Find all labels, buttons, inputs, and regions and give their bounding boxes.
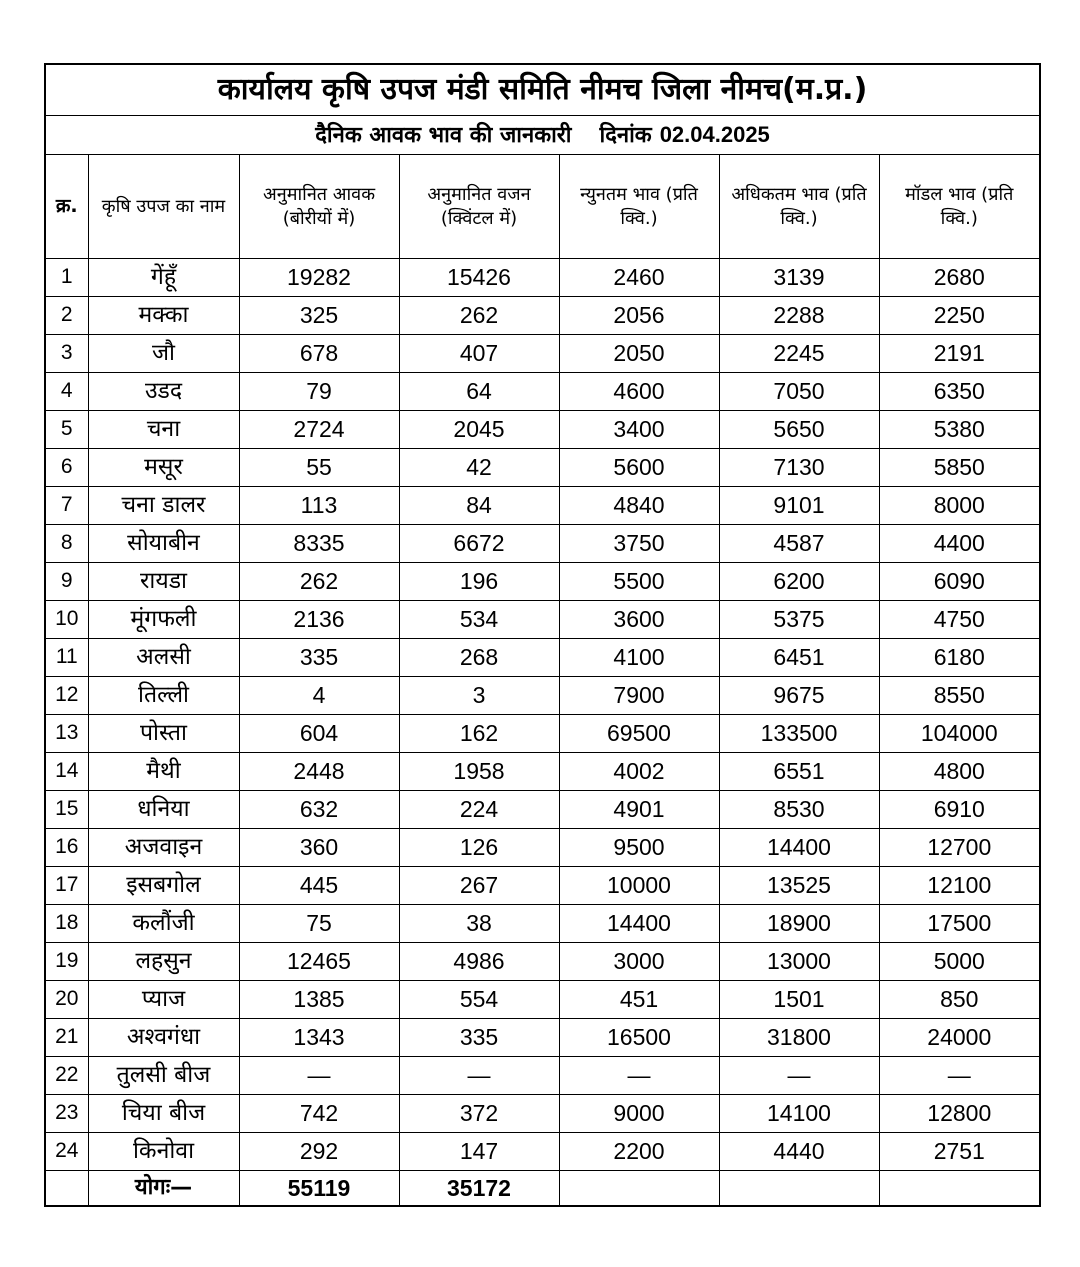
modal-price-cell: 4400 [879, 525, 1040, 563]
min-price-cell: 10000 [559, 867, 719, 905]
serial-number-cell: 11 [45, 639, 88, 677]
produce-name-cell: मसूर [88, 449, 239, 487]
arrival-bags-cell: 292 [239, 1133, 399, 1171]
weight-quintal-cell: — [399, 1057, 559, 1095]
modal-price-cell: 6910 [879, 791, 1040, 829]
arrival-bags-cell: 335 [239, 639, 399, 677]
modal-price-cell: 5850 [879, 449, 1040, 487]
max-price-cell: 13525 [719, 867, 879, 905]
table-row [45, 487, 1040, 525]
min-price-cell: 7900 [559, 677, 719, 715]
produce-name-cell: अजवाइन [88, 829, 239, 867]
max-price-cell: 4440 [719, 1133, 879, 1171]
produce-name-cell: मूंगफली [88, 601, 239, 639]
min-price-cell: 69500 [559, 715, 719, 753]
serial-number-cell: 24 [45, 1133, 88, 1171]
weight-quintal-cell: 407 [399, 335, 559, 373]
arrival-bags-cell: 678 [239, 335, 399, 373]
modal-price-cell: 8000 [879, 487, 1040, 525]
produce-name-cell: तिल्ली [88, 677, 239, 715]
weight-quintal-cell: 162 [399, 715, 559, 753]
table-row [45, 601, 1040, 639]
table-row [45, 411, 1040, 449]
table-body [45, 259, 1040, 1171]
arrival-bags-cell: 55 [239, 449, 399, 487]
produce-name-cell: कलौंजी [88, 905, 239, 943]
weight-quintal-cell: 42 [399, 449, 559, 487]
max-price-cell: 13000 [719, 943, 879, 981]
total-weight: 35172 [399, 1171, 559, 1207]
modal-price-cell: 17500 [879, 905, 1040, 943]
produce-name-cell: उडद [88, 373, 239, 411]
serial-number-cell: 23 [45, 1095, 88, 1133]
modal-price-cell: 4750 [879, 601, 1040, 639]
modal-price-cell: 12700 [879, 829, 1040, 867]
produce-name-cell: मैथी [88, 753, 239, 791]
min-price-cell: 4100 [559, 639, 719, 677]
produce-name-cell: अश्वगंधा [88, 1019, 239, 1057]
modal-price-cell: 8550 [879, 677, 1040, 715]
serial-number-cell: 8 [45, 525, 88, 563]
min-price-cell: 4002 [559, 753, 719, 791]
weight-quintal-cell: 64 [399, 373, 559, 411]
serial-number-cell: 7 [45, 487, 88, 525]
serial-number-cell: 3 [45, 335, 88, 373]
total-empty-cell [559, 1171, 719, 1207]
modal-price-cell: 2680 [879, 259, 1040, 297]
modal-price-cell: 6180 [879, 639, 1040, 677]
table-row [45, 639, 1040, 677]
weight-quintal-cell: 196 [399, 563, 559, 601]
table-row [45, 1019, 1040, 1057]
produce-name-cell: सोयाबीन [88, 525, 239, 563]
modal-price-cell: 850 [879, 981, 1040, 1019]
weight-quintal-cell: 554 [399, 981, 559, 1019]
table-row [45, 867, 1040, 905]
min-price-cell: 3750 [559, 525, 719, 563]
serial-number-cell: 15 [45, 791, 88, 829]
max-price-cell: — [719, 1057, 879, 1095]
min-price-cell: 5600 [559, 449, 719, 487]
produce-name-cell: किनोवा [88, 1133, 239, 1171]
modal-price-cell: 6090 [879, 563, 1040, 601]
serial-number-cell: 1 [45, 259, 88, 297]
arrival-bags-cell: 113 [239, 487, 399, 525]
serial-number-cell: 14 [45, 753, 88, 791]
produce-name-cell: चिया बीज [88, 1095, 239, 1133]
table-row [45, 525, 1040, 563]
arrival-bags-cell: 360 [239, 829, 399, 867]
weight-quintal-cell: 262 [399, 297, 559, 335]
produce-name-cell: प्याज [88, 981, 239, 1019]
table-row [45, 373, 1040, 411]
serial-number-cell: 2 [45, 297, 88, 335]
produce-name-cell: धनिया [88, 791, 239, 829]
table-row [45, 905, 1040, 943]
weight-quintal-cell: 372 [399, 1095, 559, 1133]
modal-price-cell: 2250 [879, 297, 1040, 335]
max-price-cell: 133500 [719, 715, 879, 753]
produce-name-cell: इसबगोल [88, 867, 239, 905]
min-price-cell: 4840 [559, 487, 719, 525]
table-row [45, 1057, 1040, 1095]
table-row [45, 1095, 1040, 1133]
serial-number-cell: 5 [45, 411, 88, 449]
office-title: कार्यालय कृषि उपज मंडी समिति नीमच जिला नीमच(म.प्र.) [45, 64, 1040, 116]
arrival-bags-cell: — [239, 1057, 399, 1095]
weight-quintal-cell: 6672 [399, 525, 559, 563]
modal-price-cell: 6350 [879, 373, 1040, 411]
serial-number-cell: 13 [45, 715, 88, 753]
weight-quintal-cell: 3 [399, 677, 559, 715]
table-row [45, 449, 1040, 487]
max-price-cell: 14100 [719, 1095, 879, 1133]
modal-price-cell: 2751 [879, 1133, 1040, 1171]
table-row [45, 563, 1040, 601]
table-row [45, 791, 1040, 829]
produce-name-cell: रायडा [88, 563, 239, 601]
arrival-bags-cell: 79 [239, 373, 399, 411]
weight-quintal-cell: 534 [399, 601, 559, 639]
header-modal-price: मॉडल भाव (प्रति क्वि.) [879, 155, 1040, 259]
date-label: दिनांक [599, 122, 652, 148]
header-produce-name: कृषि उपज का नाम [88, 155, 239, 259]
max-price-cell: 6551 [719, 753, 879, 791]
serial-number-cell: 4 [45, 373, 88, 411]
arrival-bags-cell: 632 [239, 791, 399, 829]
arrival-bags-cell: 2136 [239, 601, 399, 639]
max-price-cell: 7050 [719, 373, 879, 411]
arrival-bags-cell: 325 [239, 297, 399, 335]
total-empty-cell [879, 1171, 1040, 1207]
modal-price-cell: 12800 [879, 1095, 1040, 1133]
min-price-cell: 2056 [559, 297, 719, 335]
min-price-cell: 9500 [559, 829, 719, 867]
modal-price-cell: 5380 [879, 411, 1040, 449]
produce-name-cell: जौ [88, 335, 239, 373]
total-serial-cell [45, 1171, 88, 1207]
min-price-cell: 2050 [559, 335, 719, 373]
header-estimated-weight: अनुमानित वजन (क्विंटल में) [399, 155, 559, 259]
serial-number-cell: 10 [45, 601, 88, 639]
max-price-cell: 2288 [719, 297, 879, 335]
weight-quintal-cell: 126 [399, 829, 559, 867]
weight-quintal-cell: 15426 [399, 259, 559, 297]
max-price-cell: 6451 [719, 639, 879, 677]
produce-name-cell: अलसी [88, 639, 239, 677]
min-price-cell: 5500 [559, 563, 719, 601]
total-arrival: 55119 [239, 1171, 399, 1207]
max-price-cell: 18900 [719, 905, 879, 943]
arrival-bags-cell: 742 [239, 1095, 399, 1133]
arrival-bags-cell: 604 [239, 715, 399, 753]
weight-quintal-cell: 84 [399, 487, 559, 525]
max-price-cell: 9101 [719, 487, 879, 525]
max-price-cell: 6200 [719, 563, 879, 601]
min-price-cell: — [559, 1057, 719, 1095]
header-max-price: अधिकतम भाव (प्रति क्वि.) [719, 155, 879, 259]
report-date: 02.04.2025 [659, 121, 770, 147]
table-row [45, 943, 1040, 981]
weight-quintal-cell: 335 [399, 1019, 559, 1057]
produce-name-cell: चना डालर [88, 487, 239, 525]
arrival-bags-cell: 2724 [239, 411, 399, 449]
header-serial-number: क्र. [45, 155, 88, 259]
modal-price-cell: 4800 [879, 753, 1040, 791]
max-price-cell: 4587 [719, 525, 879, 563]
min-price-cell: 2200 [559, 1133, 719, 1171]
total-label: योगः— [88, 1171, 239, 1207]
total-section [45, 1171, 1040, 1207]
modal-price-cell: — [879, 1057, 1040, 1095]
serial-number-cell: 6 [45, 449, 88, 487]
min-price-cell: 3000 [559, 943, 719, 981]
min-price-cell: 3400 [559, 411, 719, 449]
weight-quintal-cell: 4986 [399, 943, 559, 981]
title-row [45, 64, 1040, 116]
min-price-cell: 3600 [559, 601, 719, 639]
max-price-cell: 7130 [719, 449, 879, 487]
header-estimated-arrival: अनुमानित आवक (बोरीयों में) [239, 155, 399, 259]
arrival-bags-cell: 262 [239, 563, 399, 601]
table-row [45, 259, 1040, 297]
serial-number-cell: 9 [45, 563, 88, 601]
modal-price-cell: 2191 [879, 335, 1040, 373]
table-row [45, 1133, 1040, 1171]
table-row [45, 829, 1040, 867]
serial-number-cell: 16 [45, 829, 88, 867]
max-price-cell: 1501 [719, 981, 879, 1019]
modal-price-cell: 12100 [879, 867, 1040, 905]
weight-quintal-cell: 147 [399, 1133, 559, 1171]
table-row [45, 677, 1040, 715]
max-price-cell: 5650 [719, 411, 879, 449]
total-empty-cell [719, 1171, 879, 1207]
table-row [45, 753, 1040, 791]
report-subtitle [45, 116, 1040, 155]
arrival-bags-cell: 2448 [239, 753, 399, 791]
serial-number-cell: 19 [45, 943, 88, 981]
subtitle-row [45, 116, 1040, 155]
max-price-cell: 3139 [719, 259, 879, 297]
report-label: दैनिक आवक भाव की जानकारी [315, 122, 572, 148]
produce-name-cell: गेंहूँ [88, 259, 239, 297]
weight-quintal-cell: 38 [399, 905, 559, 943]
produce-name-cell: चना [88, 411, 239, 449]
produce-name-cell: लहसुन [88, 943, 239, 981]
serial-number-cell: 21 [45, 1019, 88, 1057]
arrival-bags-cell: 19282 [239, 259, 399, 297]
arrival-bags-cell: 12465 [239, 943, 399, 981]
table-row [45, 981, 1040, 1019]
max-price-cell: 8530 [719, 791, 879, 829]
table-row [45, 335, 1040, 373]
weight-quintal-cell: 268 [399, 639, 559, 677]
max-price-cell: 31800 [719, 1019, 879, 1057]
min-price-cell: 2460 [559, 259, 719, 297]
serial-number-cell: 12 [45, 677, 88, 715]
max-price-cell: 14400 [719, 829, 879, 867]
modal-price-cell: 5000 [879, 943, 1040, 981]
table-row [45, 715, 1040, 753]
arrival-bags-cell: 445 [239, 867, 399, 905]
table-row [45, 297, 1040, 335]
modal-price-cell: 104000 [879, 715, 1040, 753]
min-price-cell: 16500 [559, 1019, 719, 1057]
max-price-cell: 9675 [719, 677, 879, 715]
produce-name-cell: तुलसी बीज [88, 1057, 239, 1095]
min-price-cell: 4901 [559, 791, 719, 829]
weight-quintal-cell: 2045 [399, 411, 559, 449]
min-price-cell: 4600 [559, 373, 719, 411]
min-price-cell: 14400 [559, 905, 719, 943]
produce-name-cell: मक्का [88, 297, 239, 335]
mandi-price-table [44, 63, 1041, 1207]
max-price-cell: 2245 [719, 335, 879, 373]
serial-number-cell: 17 [45, 867, 88, 905]
weight-quintal-cell: 267 [399, 867, 559, 905]
arrival-bags-cell: 8335 [239, 525, 399, 563]
weight-quintal-cell: 1958 [399, 753, 559, 791]
arrival-bags-cell: 4 [239, 677, 399, 715]
header-min-price: न्युनतम भाव (प्रति क्वि.) [559, 155, 719, 259]
produce-name-cell: पोस्ता [88, 715, 239, 753]
total-row [45, 1171, 1040, 1207]
modal-price-cell: 24000 [879, 1019, 1040, 1057]
serial-number-cell: 18 [45, 905, 88, 943]
serial-number-cell: 22 [45, 1057, 88, 1095]
serial-number-cell: 20 [45, 981, 88, 1019]
arrival-bags-cell: 75 [239, 905, 399, 943]
column-header-row [45, 155, 1040, 259]
min-price-cell: 9000 [559, 1095, 719, 1133]
min-price-cell: 451 [559, 981, 719, 1019]
arrival-bags-cell: 1385 [239, 981, 399, 1019]
arrival-bags-cell: 1343 [239, 1019, 399, 1057]
weight-quintal-cell: 224 [399, 791, 559, 829]
max-price-cell: 5375 [719, 601, 879, 639]
